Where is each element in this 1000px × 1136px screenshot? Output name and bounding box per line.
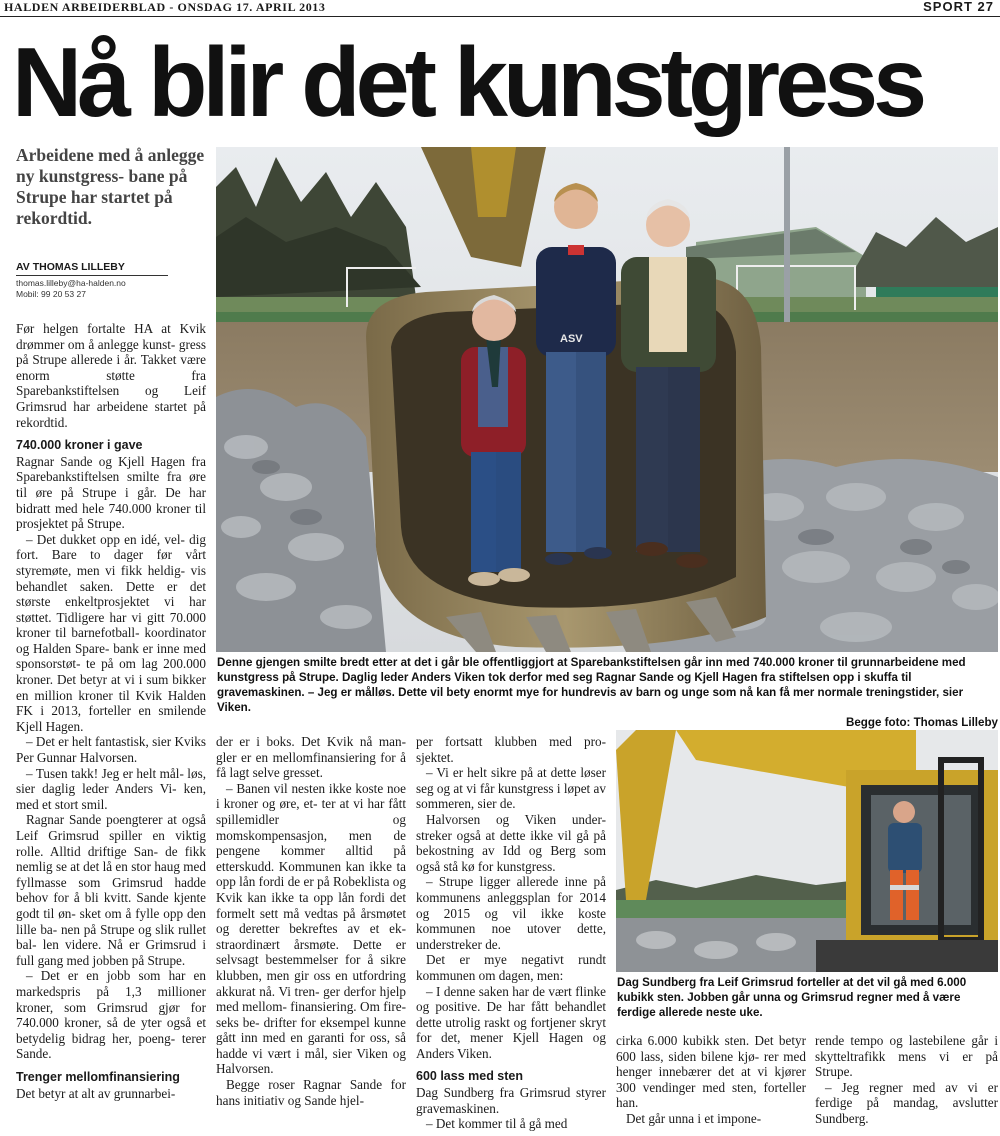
masthead-bar	[0, 0, 1000, 17]
col3-paragraph: per fortsatt klubben med pro- sjektet.	[416, 734, 606, 765]
col2-paragraph: der er i boks. Det Kvik nå man- gler er en mellomfinansiering for å få lagt selve gresset.	[216, 734, 406, 781]
main-photo-caption	[217, 655, 998, 730]
col5-paragraph: – Jeg regner med av vi er ferdige på mandag, avslutter Sundberg.	[815, 1079, 998, 1126]
col1-paragraph: Før helgen fortalte HA at Kvik drømmer om å anlegge kunst- gress på Strupe allerede i år. Takket være enorm støtte fra Sparebankstiftelsen og Leif Grimsrud har arbeidene startet på rekordtid.	[16, 321, 206, 430]
col2-paragraph: Begge roser Ragnar Sande for hans initiativ og Sande hjel-	[216, 1077, 406, 1108]
col1-paragraph: – Det er helt fantastisk, sier Kviks Per Gunnar Halvorsen.	[16, 734, 206, 766]
col1-paragraph: Ragnar Sande poengterer at også Leif Grimsrud spiller en viktig rolle. Alltid driftige San- de fikk nemlig se at det lå en stor haug med fyllmasse som Grimsrud hadde behov for å bli kvitt. Sande kjente godt til øn- sket om å fylle opp den lille ba- nen på Strupe og slik rullet bal- len videre. Nå er Grimsrud i full gang med jobben på Strupe.	[16, 812, 206, 968]
byline-email: thomas.lilleby@ha-halden.no	[16, 278, 126, 288]
col3-paragraph: – I denne saken har de vært flinke og positive. De har fått behandlet dette utrolig raskt og fortjener skryt for det, mener Kjell Hagen og Anders Viken.	[416, 983, 606, 1061]
subheading-stone: 600 lass med sten	[416, 1069, 524, 1084]
col3-paragraph: – Vi er helt sikre på at dette løser seg og at vi får kunstgress i løpet av sommeren, sier de.	[416, 765, 606, 812]
col3-paragraph: Dag Sundberg fra Grimsrud styrer gravemaskinen.	[416, 1085, 606, 1116]
col3-paragraph: – Strupe ligger allerede inne på kommunens anleggsplan for 2014 og 2015 og vil ikke koste kommunen noe utover dette, understreker de.	[416, 874, 606, 952]
col3-paragraph: – Det kommer til å gå med	[426, 1116, 568, 1132]
col5-paragraph: rende tempo og lastebilene går i skytteltrafikk mens vi er på Strupe.	[815, 1033, 998, 1080]
col4-paragraph: Det går unna i et impone-	[626, 1110, 762, 1126]
article-deck: Arbeidene med å anlegge ny kunstgress- bane på Strupe har startet på rekordtid.	[16, 145, 205, 228]
col4-paragraph: cirka 6.000 kubikk sten. Det betyr 600 lass, siden bilene kjø- rer med henger innebærer det at vi kjører 300 vendinger med sten, forteller han.	[616, 1033, 806, 1111]
publication-date: HALDEN ARBEIDERBLAD - ONSDAG 17. APRIL 2013	[4, 0, 326, 14]
col1-paragraph: Ragnar Sande og Kjell Hagen fra Sparebankstiftelsen smilte fra øre til øre på Strupe i går. De har bidratt med hele 740.000 kroner til prosjektet på Strupe.	[16, 453, 206, 532]
jacket-print: ASV	[560, 333, 583, 345]
section-page-number: SPORT 27	[923, 0, 994, 14]
col2-paragraph: – Banen vil nesten ikke koste noe i kroner og øre, et- ter at vi har fått spillemidler og momskompensasjon, men de pengene kommer alltid på etterskudd. Kommunen kan ikke ta opp lån fordi de er på Robeklista og Kvik kan ikke ta opp lån fordi det formelt sett må vedtas på årsmøtet og deretter bekreftes av et ek- straordinært årsmøte. Dette er selvsagt bestemmelser for å sikre klubben, men gir oss en utfordring akkurat nå. Vi tren- ger derfor hjelp med mellom- finansiering. Om fire-seks be- drifter for eksempel kunne gått inn med en garanti for oss, så hadde vi vært i mål, sier Viken og Halvorsen.	[216, 780, 406, 1077]
main-photo	[216, 147, 998, 652]
col3-paragraph: Det er mye negativt rundt kommunen om dagen, men:	[416, 952, 606, 983]
column-1	[16, 321, 206, 1101]
secondary-photo	[616, 730, 998, 972]
byline: AV THOMAS LILLEBY	[16, 261, 168, 276]
secondary-photo-image	[616, 730, 998, 972]
subheading-gift: 740.000 kroner i gave	[16, 438, 143, 453]
byline-contact	[16, 278, 196, 300]
main-photo-caption-text: Denne gjengen smilte bredt etter at det i går ble offentliggjort at Sparebankstiftelsen går inn med 740.000 kroner til grunnarbeidene med kunstgress på Strupe. Daglig leder Anders Viken tok derfor med seg Ragnar Sande og Kjell Hagen fra stiftelsen opp i skuffa til gravemaskinen. – Jeg er målløs. Dette vil bety enormt mye for hundrevis av barn og unge som nå kan få mer normale treningstider, sier Viken.	[217, 656, 966, 714]
secondary-photo-caption: Dag Sundberg fra Leif Grimsrud forteller at det vil gå med 6.000 kubikk sten. Jobben går unna og Grimsrud regner med å være ferdige allerede neste uke.	[617, 976, 967, 1019]
byline-phone: Mobil: 99 20 53 27	[16, 289, 86, 299]
column-2	[216, 734, 406, 1108]
col1-paragraph: – Det dukket opp en idé, vel- dig fort. Bare to dager før vårt styremøte, men vi fikk heldig- vis behandlet saken. Dette er det største enkeltprosjektet vi har støttet. Tidligere har vi gitt 70.000 kroner til barnefotball- koordinator og Halden Spare- bank er inne med sponsorstøt- te på om lag 200.000 kroner. Det betyr at vi i sum bikker en million kroner til Kvik Halden FK i 2013, forteller en smilende Kjell Hagen.	[16, 531, 206, 734]
column-4	[616, 1033, 806, 1127]
col3-paragraph: Halvorsen og Viken under- streker også at dette ikke vil gå på bekostning av Idd og Berg som også stå kø for kunstgress.	[416, 811, 606, 874]
photo-credit: Begge foto: Thomas Lilleby	[845, 716, 998, 729]
subheading-financing: Trenger mellomfinansiering	[16, 1069, 180, 1084]
col1-paragraph: – Det er en jobb som har en markedspris på 1,3 millioner kroner, som Grimsrud gjør for 740.000 kroner, så de yter også et betydelig bidrag her, poeng- terer Sande.	[16, 968, 206, 1062]
column-3	[416, 734, 606, 1132]
main-photo-image	[216, 147, 998, 652]
col1-paragraph: Det betyr at alt av grunnarbei-	[16, 1085, 176, 1101]
column-5	[815, 1033, 998, 1127]
headline: Nå blir det kunstgress	[12, 27, 923, 137]
col1-paragraph: – Tusen takk! Jeg er helt mål- løs, sier daglig leder Anders Vi- ken, med et stort smil.	[16, 765, 206, 812]
